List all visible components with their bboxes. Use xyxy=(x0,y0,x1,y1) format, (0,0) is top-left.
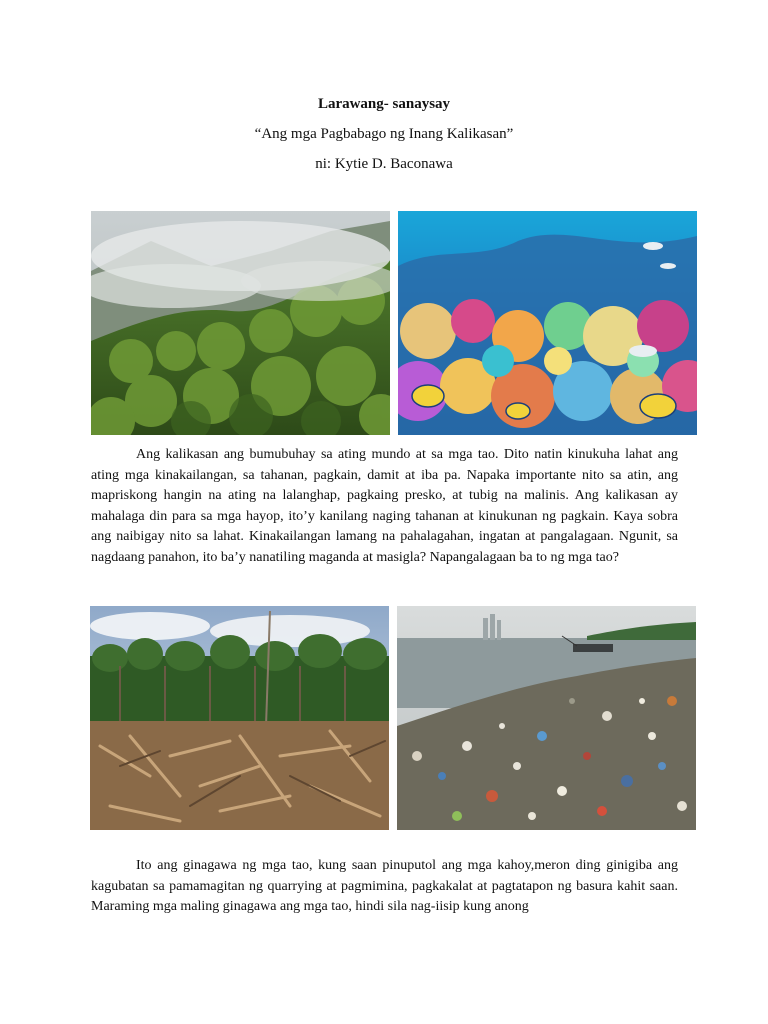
document-author: ni: Kytie D. Baconawa xyxy=(315,156,453,172)
paragraph-human-impact: Ito ang ginagawa ng mga tao, kung saan pinuputol ang mga kahoy,meron ding ginigiba ang kagubatan sa pamamagitan ng quarrying at pagmimina, pagkakalat at pagtatapon ng basura kahit saan. Maraming mga maling ginagawa ang mga tao, hindi sila nag-iisip kung anong xyxy=(91,858,678,914)
document-subtitle: “Ang mga Pagbabago ng Inang Kalikasan” xyxy=(254,126,514,142)
coral-reef-photo xyxy=(398,211,697,435)
document-title: Larawang- sanaysay xyxy=(317,96,451,112)
polluted-shore-photo xyxy=(397,606,696,830)
paragraph-intro: Ang kalikasan ang bumubuhay sa ating mundo at sa mga tao. Dito natin kinukuha lahat ang ating mga kinakailangan, sa tahanan, pagkain, damit at iba pa. Napaka importante nito sa atin, ang mapriskong hangin na ating na lalanghap, pagkaing presko, at tubig na malinis. Ang kalikasan ay mahalaga din para sa mga hayop, ito’y kanilang naging tahanan at kinukunan ng pagkain. Kaya sobra ang naibigay nito sa lahat. Kinakailangan lamang na pahalagahan, ingatan at pangalagaan. Ngunit, sa nagdaang panahon, ito ba’y nanatiling maganda at masigla? Napangalagaan ba to ng mga tao? xyxy=(91,447,678,565)
deforestation-photo xyxy=(90,606,389,830)
misty-forest-photo xyxy=(91,211,390,435)
